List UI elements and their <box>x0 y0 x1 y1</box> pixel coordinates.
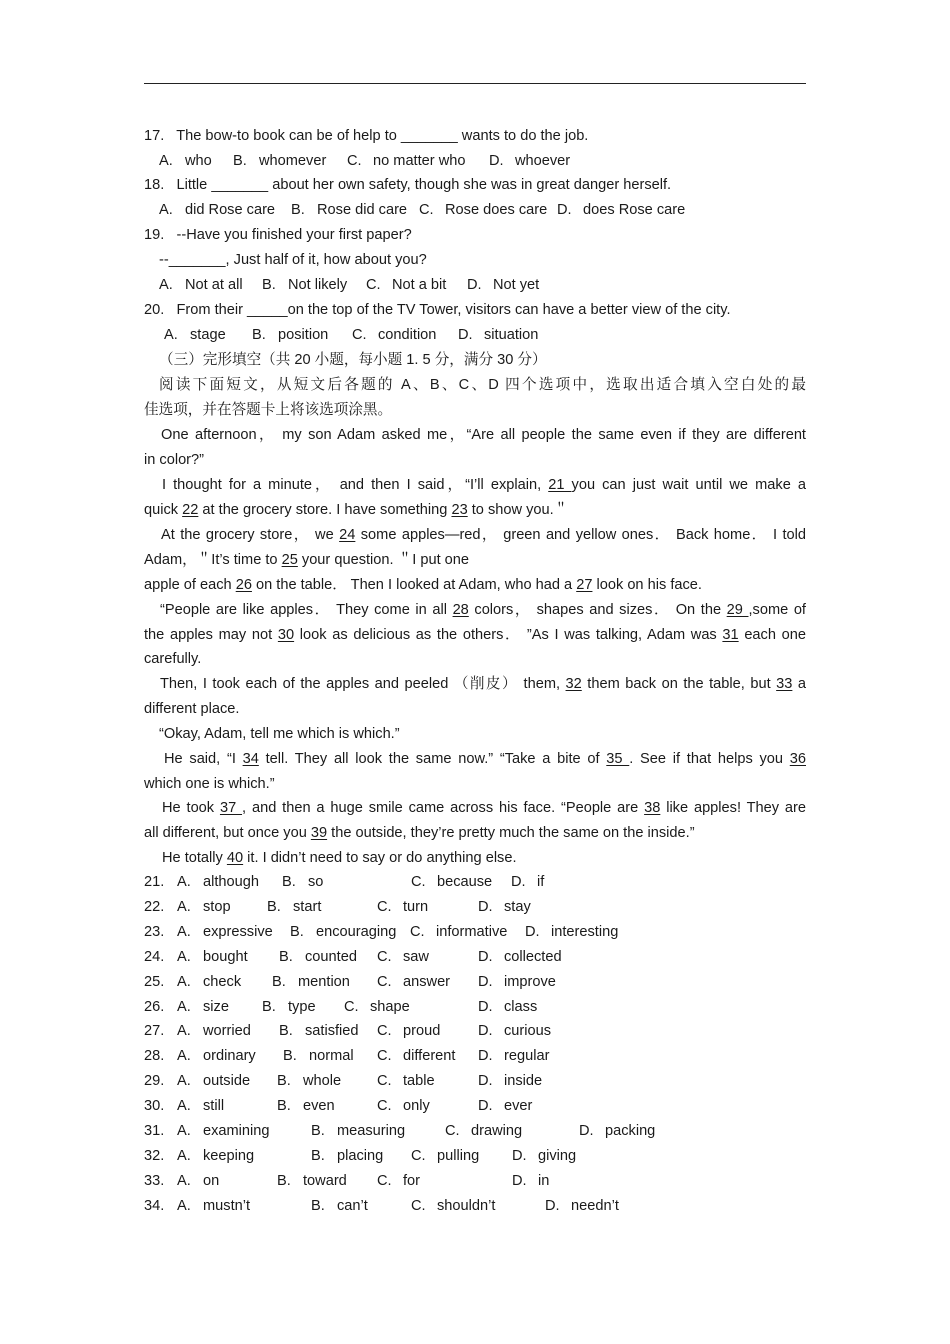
question-17 <box>144 124 806 149</box>
cloze-option-row <box>144 995 806 1020</box>
option-letter: C. <box>377 1023 392 1040</box>
option-letter: A. <box>177 874 191 890</box>
option-number: 31. <box>144 1123 165 1139</box>
option-letter: A. <box>159 202 173 218</box>
question-number: 17. <box>144 128 165 144</box>
option-letter: A. <box>177 1197 191 1214</box>
option-text: measuring <box>337 1123 406 1139</box>
passage-text: the outside, they’re pretty much the same on the inside.” <box>327 825 695 841</box>
option-letter: A. <box>177 923 191 940</box>
passage-text: look as delicious as the others． ”As I was talking, Adam was <box>294 627 723 643</box>
passage-text: a <box>792 676 807 692</box>
option-letter: C. <box>377 898 392 915</box>
option-text: condition <box>378 327 437 343</box>
option-letter: C. <box>366 277 381 293</box>
cloze-option-row <box>144 920 806 945</box>
passage-line: in color?” <box>144 452 205 468</box>
passage-text: some apples—red， green and yellow ones． Back home． I told <box>355 527 806 543</box>
option-text: size <box>203 998 229 1015</box>
option-letter: D. <box>478 973 493 990</box>
option-letter: D. <box>478 898 493 915</box>
option-text: class <box>504 998 538 1015</box>
option-letter: B. <box>291 202 305 218</box>
option-letter: A. <box>177 998 191 1015</box>
option-text: check <box>203 973 242 990</box>
option-text: normal <box>309 1048 354 1065</box>
option-letter: D. <box>545 1197 560 1214</box>
option-letter: B. <box>267 898 281 915</box>
option-letter: D. <box>458 327 473 343</box>
cloze-option-row <box>144 1194 806 1219</box>
option-letter: C. <box>352 327 367 343</box>
option-letter: C. <box>377 1172 392 1189</box>
passage-text: , and then a huge smile came across his face. “People are <box>242 800 645 816</box>
option-text: examining <box>203 1123 270 1139</box>
passage-line <box>160 672 806 697</box>
option-text: curious <box>504 1023 552 1040</box>
option-letter: A. <box>177 1073 191 1090</box>
option-letter: A. <box>159 277 173 293</box>
passage-text: “People are like apples． They come in all <box>160 602 453 618</box>
option-number: 24. <box>144 948 165 965</box>
option-text: interesting <box>551 923 619 940</box>
passage-text: like apples! They are <box>660 800 806 816</box>
passage-line: different place. <box>144 701 240 717</box>
option-letter: C. <box>411 1197 426 1214</box>
option-letter: A. <box>177 1098 191 1115</box>
option-text: whoever <box>515 153 571 169</box>
option-letter: C. <box>377 1098 392 1115</box>
option-letter: C. <box>377 973 392 990</box>
option-text: saw <box>403 948 429 965</box>
option-letter: C. <box>347 153 362 169</box>
passage-text: I thought for a minute， and then I said，“I’ll explain, <box>162 477 549 493</box>
blank-23: 23 <box>451 502 468 518</box>
passage-line: “Okay, Adam, tell me which is which.” <box>159 726 400 742</box>
option-letter: B. <box>282 874 296 890</box>
option-letter: D. <box>478 1098 493 1115</box>
option-text: regular <box>504 1048 550 1065</box>
option-text: packing <box>605 1123 656 1139</box>
option-text: table <box>403 1073 435 1090</box>
blank-25: 25 <box>281 552 298 568</box>
option-text: although <box>203 874 259 890</box>
option-text: Rose does care <box>445 202 548 218</box>
blank-22: 22 <box>182 502 199 518</box>
option-letter: C. <box>377 1073 392 1090</box>
option-number: 33. <box>144 1172 165 1189</box>
option-number: 26. <box>144 998 165 1015</box>
option-text: toward <box>303 1172 347 1189</box>
option-letter: A. <box>177 898 191 915</box>
option-text: drawing <box>471 1123 523 1139</box>
option-text: shouldn’t <box>437 1197 496 1214</box>
option-text: giving <box>538 1147 577 1164</box>
blank-35: 35 <box>606 751 630 767</box>
blank-24: 24 <box>339 527 356 543</box>
option-letter: D. <box>579 1123 594 1139</box>
option-text: pulling <box>437 1147 480 1164</box>
blank-38: 38 <box>644 800 661 816</box>
option-letter: A. <box>159 153 173 169</box>
passage-text: He totally <box>162 850 227 866</box>
option-text: stage <box>190 327 226 343</box>
option-text: satisfied <box>305 1023 359 1040</box>
question-19-options <box>144 273 806 298</box>
blank-33: 33 <box>776 676 793 692</box>
passage-text: your question. ＂I put one <box>297 552 470 568</box>
passage-line <box>162 846 824 871</box>
option-letter: B. <box>272 973 286 990</box>
cloze-option-row <box>144 870 806 895</box>
option-letter: D. <box>525 923 540 940</box>
option-number: 29. <box>144 1073 165 1090</box>
passage-text: at the grocery store. I have something <box>198 502 452 518</box>
option-text: who <box>185 153 212 169</box>
option-letter: C. <box>445 1123 460 1139</box>
option-text: collected <box>504 948 562 965</box>
question-17-options <box>144 149 806 174</box>
question-19 <box>144 223 806 248</box>
blank-34: 34 <box>242 751 259 767</box>
option-text: on <box>203 1172 220 1189</box>
blank-37: 37 <box>219 800 243 816</box>
option-letter: B. <box>279 1023 293 1040</box>
question-20-options <box>144 323 806 348</box>
option-text: whole <box>303 1073 342 1090</box>
option-letter: B. <box>311 1147 325 1164</box>
question-18 <box>144 173 806 198</box>
passage-text: ,some of <box>748 602 806 618</box>
passage-text: the apples may not <box>144 627 278 643</box>
passage-text: on the table． Then I looked at Adam, who had a <box>251 577 577 593</box>
option-text: proud <box>403 1023 441 1040</box>
option-text: Rose did care <box>317 202 408 218</box>
option-text: ordinary <box>203 1048 256 1065</box>
passage-line <box>144 498 806 523</box>
passage-text: tell. They all look the same now.” “Take a bite of <box>258 751 607 767</box>
option-letter: A. <box>164 327 178 343</box>
option-letter: A. <box>177 1023 191 1040</box>
option-text: still <box>203 1098 225 1115</box>
question-stem: From their _____on the top of the TV Tower, visitors can have a better view of the city. <box>176 302 731 318</box>
question-stem-reply: --_______, Just half of it, how about you? <box>159 252 427 268</box>
option-letter: B. <box>277 1098 291 1115</box>
section-instruction-2: 佳选项，并在答题卡上将该选项涂黑。 <box>144 402 393 418</box>
passage-text: . See if that helps you <box>629 751 790 767</box>
option-number: 22. <box>144 898 165 915</box>
option-text: answer <box>403 973 451 990</box>
blank-40: 40 <box>226 850 244 866</box>
blank-26: 26 <box>235 577 252 593</box>
option-text: placing <box>337 1147 384 1164</box>
passage-text: look on his face. <box>592 577 702 593</box>
option-text: stop <box>203 898 231 915</box>
option-text: improve <box>504 973 556 990</box>
option-letter: D. <box>557 202 572 218</box>
section-instruction-1: 阅读下面短文，从短文后各题的 A、B、C、D 四个选项中，选取出适合填入空白处的最 <box>159 377 806 393</box>
passage-text: He took <box>162 800 220 816</box>
option-text: even <box>303 1098 335 1115</box>
passage-text: He said, “I <box>164 751 243 767</box>
passage-line <box>144 573 806 598</box>
question-number: 20. <box>144 302 165 318</box>
question-stem: --Have you finished your first paper? <box>176 227 412 243</box>
option-text: ever <box>504 1098 533 1115</box>
option-letter: B. <box>290 923 304 940</box>
option-letter: C. <box>377 1048 392 1065</box>
option-text: keeping <box>203 1147 255 1164</box>
passage-line: One afternoon， my son Adam asked me，“Are all people the same even if they are different <box>161 427 806 443</box>
question-stem: The bow-to book can be of help to _______ wants to do the job. <box>176 128 589 144</box>
option-letter: B. <box>252 327 266 343</box>
option-text: inside <box>504 1073 543 1090</box>
blank-31: 31 <box>722 627 739 643</box>
passage-line <box>162 473 806 498</box>
option-letter: B. <box>279 948 293 965</box>
option-text: bought <box>203 948 248 965</box>
option-letter: A. <box>177 1147 191 1164</box>
passage-line <box>160 598 806 623</box>
option-text: informative <box>436 923 508 940</box>
blank-36: 36 <box>789 751 806 767</box>
option-text: position <box>278 327 329 343</box>
option-letter: D. <box>478 998 493 1015</box>
option-text: so <box>308 874 324 890</box>
question-19-reply <box>159 248 821 273</box>
option-text: encouraging <box>316 923 397 940</box>
option-letter: C. <box>344 998 359 1015</box>
blank-39: 39 <box>310 825 328 841</box>
question-20 <box>144 298 806 323</box>
passage-text: you can just wait until we make a <box>571 477 806 493</box>
option-letter: A. <box>177 1123 191 1139</box>
option-text: does Rose care <box>583 202 686 218</box>
cloze-option-row <box>144 945 806 970</box>
passage-line <box>164 747 806 772</box>
option-letter: B. <box>311 1123 325 1139</box>
option-text: for <box>403 1172 421 1189</box>
option-text: only <box>403 1098 430 1115</box>
option-letter: B. <box>283 1048 297 1065</box>
header-rule <box>144 83 806 84</box>
option-text: Not a bit <box>392 277 447 293</box>
blank-27: 27 <box>576 577 593 593</box>
cloze-option-row <box>144 1069 806 1094</box>
option-text: can’t <box>337 1197 368 1214</box>
option-letter: D. <box>467 277 482 293</box>
option-text: did Rose care <box>185 202 276 218</box>
option-letter: D. <box>489 153 504 169</box>
option-text: worried <box>203 1023 251 1040</box>
option-letter: D. <box>512 1172 527 1189</box>
passage-line: carefully. <box>144 651 202 667</box>
passage-text: Then, I took each of the apples and peeled （削皮） them, <box>160 676 566 692</box>
cloze-option-row <box>144 1044 806 1069</box>
option-text: expressive <box>203 923 273 940</box>
option-text: mustn’t <box>203 1197 251 1214</box>
option-letter: C. <box>411 1147 426 1164</box>
option-text: different <box>403 1048 456 1065</box>
option-number: 28. <box>144 1048 165 1065</box>
passage-text: At the grocery store， we <box>161 527 340 543</box>
option-text: Not at all <box>185 277 243 293</box>
option-letter: B. <box>233 153 247 169</box>
option-letter: B. <box>277 1073 291 1090</box>
option-text: shape <box>370 998 410 1015</box>
passage-line <box>162 796 806 821</box>
option-text: in <box>538 1172 550 1189</box>
option-letter: B. <box>262 998 276 1015</box>
passage-text: each one <box>738 627 806 643</box>
option-letter: D. <box>511 874 526 890</box>
option-number: 27. <box>144 1023 165 1040</box>
option-text: if <box>537 874 545 890</box>
option-letter: A. <box>177 948 191 965</box>
blank-32: 32 <box>565 676 582 692</box>
blank-29: 29 <box>726 602 749 618</box>
blank-21: 21 <box>548 477 572 493</box>
option-text: type <box>288 998 316 1015</box>
option-letter: A. <box>177 1172 191 1189</box>
blank-28: 28 <box>452 602 469 618</box>
question-number: 19. <box>144 227 165 243</box>
cloze-option-row <box>144 970 806 995</box>
option-text: turn <box>403 898 429 915</box>
option-text: Not yet <box>493 277 540 293</box>
option-text: whomever <box>259 153 327 169</box>
cloze-option-row <box>144 895 806 920</box>
passage-text: it. I didn’t need to say or do anything else. <box>243 850 517 866</box>
option-number: 23. <box>144 923 165 940</box>
blank-30: 30 <box>277 627 295 643</box>
option-letter: D. <box>512 1147 527 1164</box>
option-number: 32. <box>144 1147 165 1164</box>
option-letter: A. <box>177 1048 191 1065</box>
section-heading: （三）完形填空（共 20 小题，每小题 1. 5 分，满分 30 分） <box>159 352 547 368</box>
option-letter: D. <box>478 948 493 965</box>
option-text: counted <box>305 948 357 965</box>
option-letter: A. <box>177 973 191 990</box>
option-letter: D. <box>478 1073 493 1090</box>
passage-text: to show you.＂ <box>467 502 569 518</box>
option-text: mention <box>298 973 350 990</box>
passage-text: all different, but once you <box>144 825 311 841</box>
passage-line <box>144 821 806 846</box>
option-letter: D. <box>478 1048 493 1065</box>
passage-text: Adam，＂It’s time to <box>144 552 282 568</box>
cloze-option-row <box>144 1169 806 1194</box>
passage-line <box>144 623 806 648</box>
option-letter: D. <box>478 1023 493 1040</box>
option-letter: C. <box>410 923 425 940</box>
option-number: 30. <box>144 1098 165 1115</box>
passage-text: them back on the table, but <box>581 676 777 692</box>
option-number: 34. <box>144 1197 165 1214</box>
question-number: 18. <box>144 177 165 193</box>
passage-text: colors， shapes and sizes． On the <box>468 602 727 618</box>
question-18-options <box>144 198 806 223</box>
passage-line <box>161 523 806 548</box>
option-letter: B. <box>262 277 276 293</box>
option-text: situation <box>484 327 539 343</box>
option-letter: C. <box>377 948 392 965</box>
option-text: because <box>437 874 493 890</box>
option-number: 25. <box>144 973 165 990</box>
option-text: no matter who <box>373 153 466 169</box>
option-text: start <box>293 898 322 915</box>
option-letter: B. <box>311 1197 325 1214</box>
option-text: Not likely <box>288 277 348 293</box>
option-text: needn’t <box>571 1197 619 1214</box>
cloze-option-row <box>144 1094 806 1119</box>
passage-text: apple of each <box>144 577 236 593</box>
option-letter: B. <box>277 1172 291 1189</box>
option-number: 21. <box>144 874 165 890</box>
option-letter: C. <box>411 874 426 890</box>
passage-text: quick <box>144 502 183 518</box>
cloze-option-row <box>144 1119 806 1144</box>
option-text: stay <box>504 898 531 915</box>
question-stem: Little _______ about her own safety, though she was in great danger herself. <box>176 177 672 193</box>
passage-line <box>144 548 806 573</box>
option-text: outside <box>203 1073 251 1090</box>
cloze-option-row <box>144 1144 806 1169</box>
passage-line: which one is which.” <box>144 776 275 792</box>
option-letter: C. <box>419 202 434 218</box>
cloze-option-row <box>144 1019 806 1044</box>
